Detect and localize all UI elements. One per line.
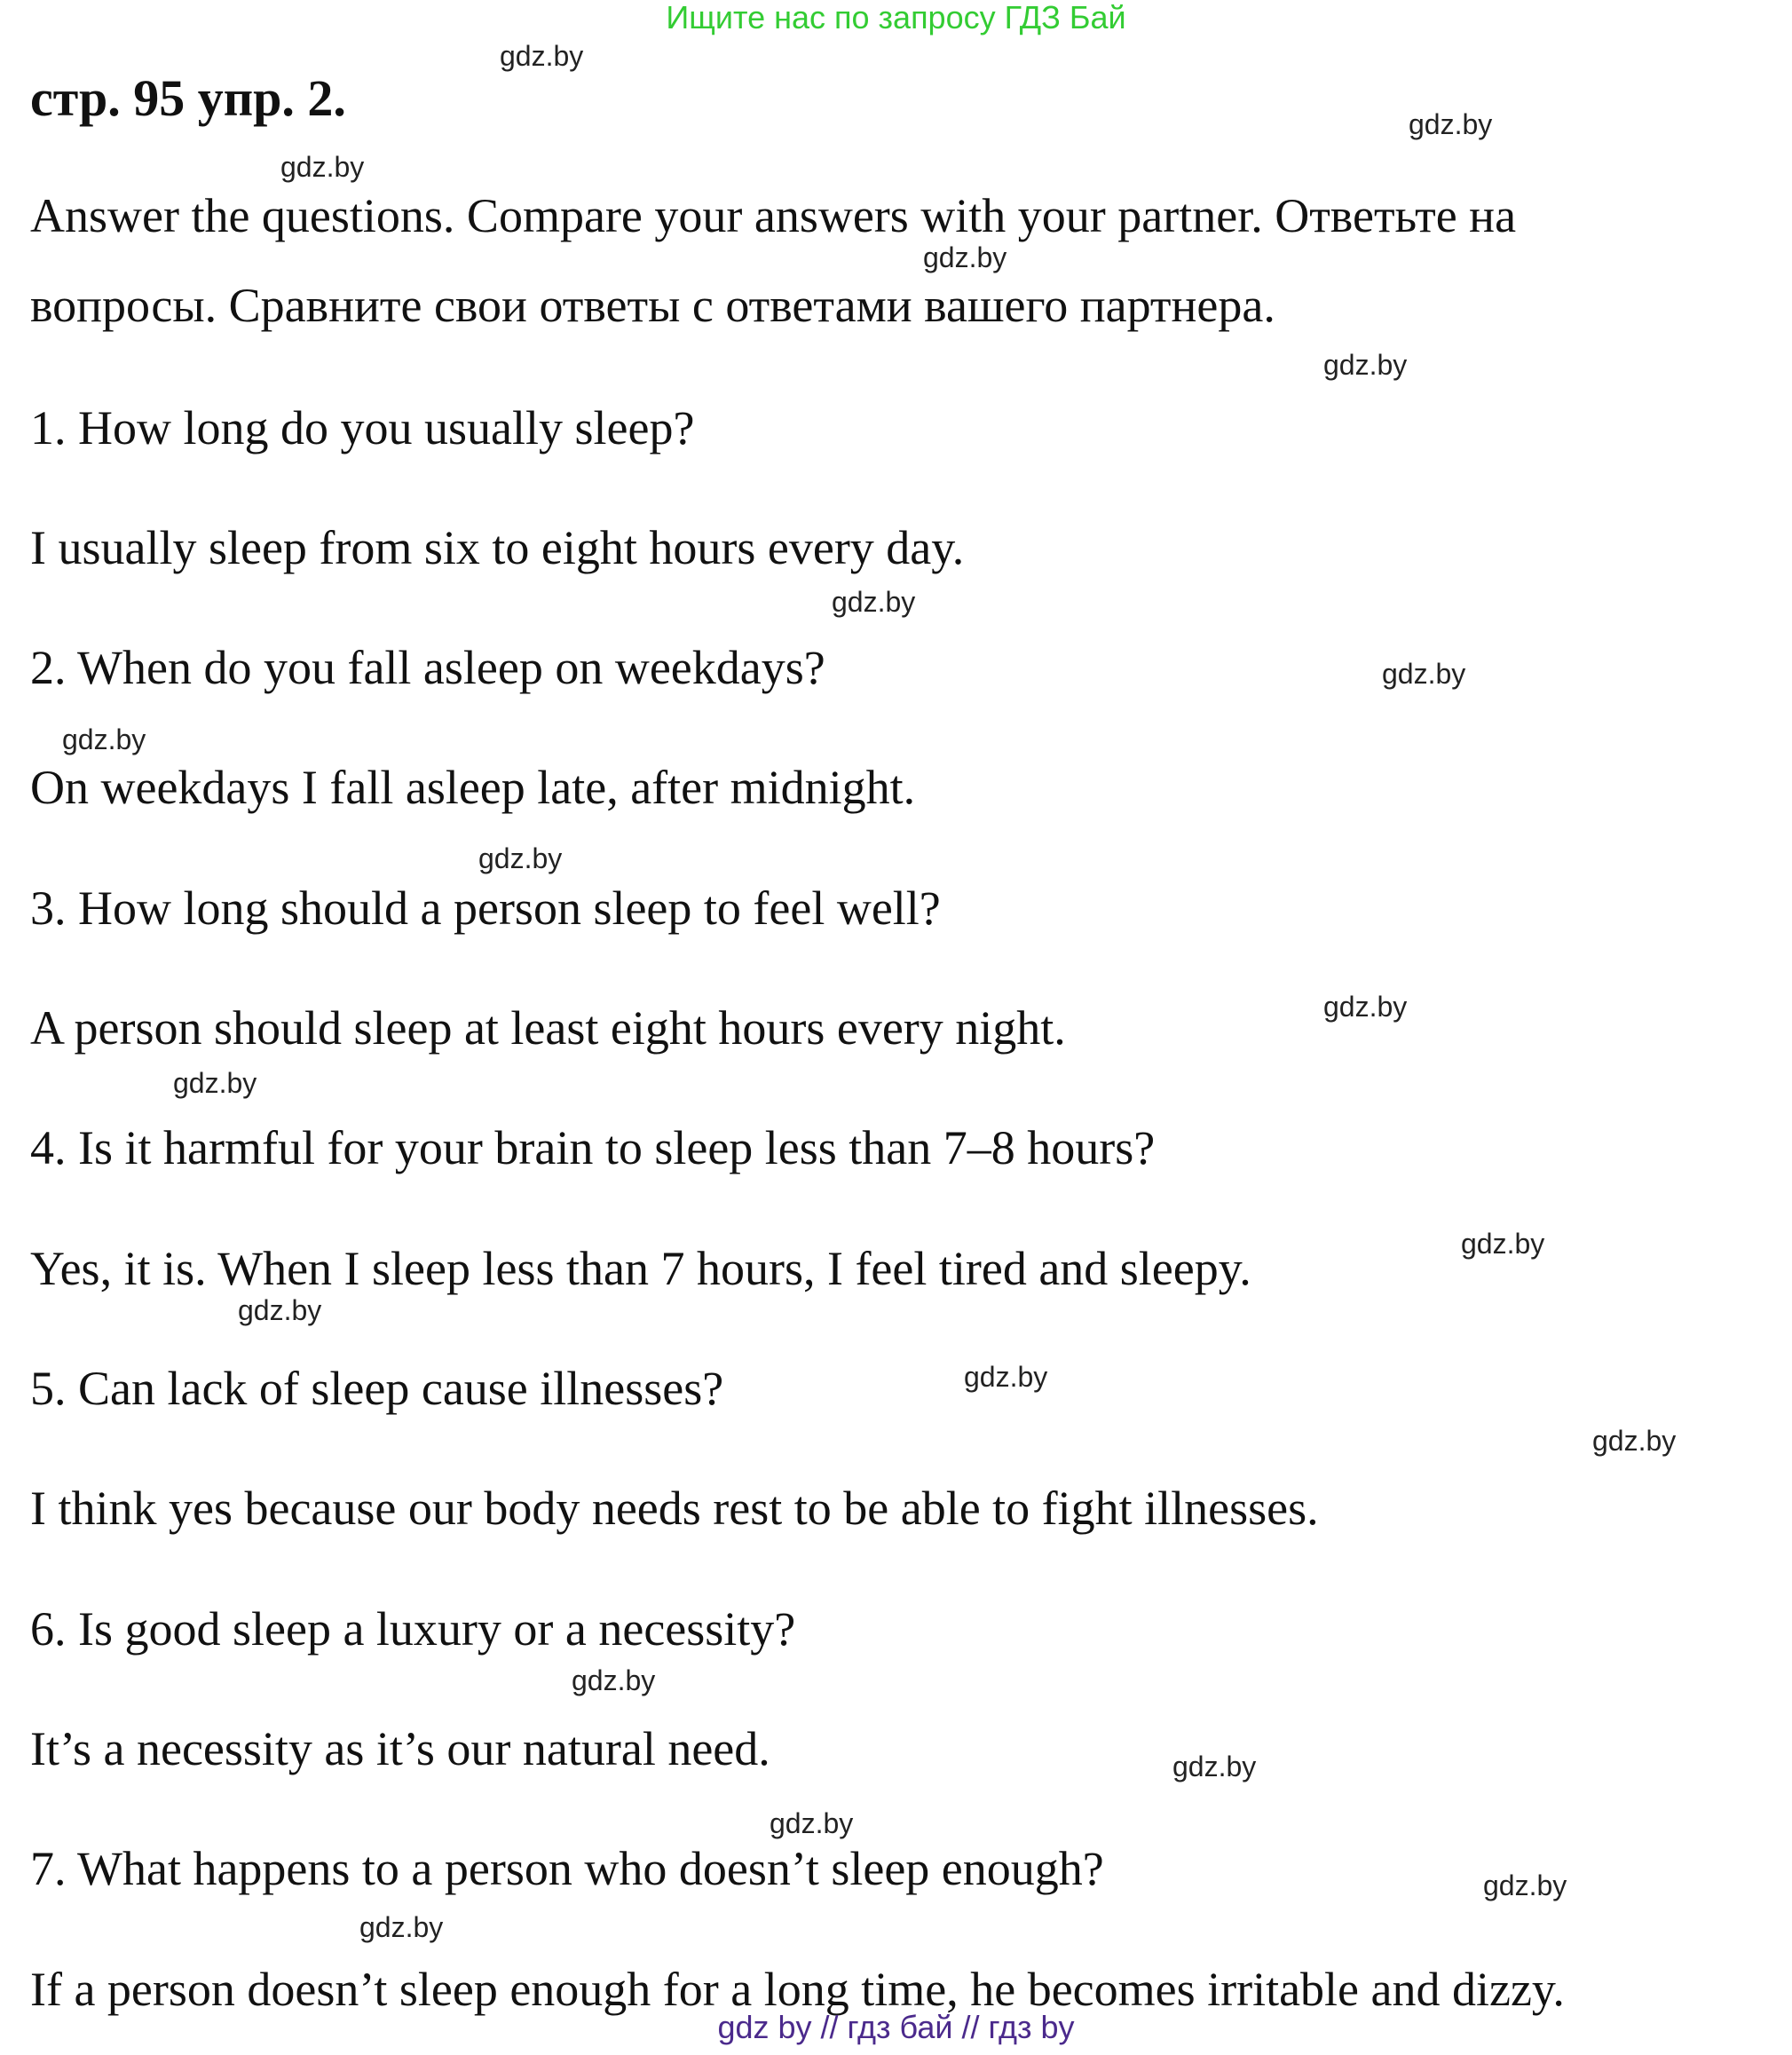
watermark: gdz.by (1323, 991, 1408, 1023)
answer-5: I think yes because our body needs rest to be able to fight illnesses. (30, 1482, 1319, 1535)
watermark: gdz.by (500, 40, 584, 72)
watermark: gdz.by (964, 1361, 1048, 1393)
watermark: gdz.by (359, 1911, 444, 1943)
answer-6: It’s a necessity as it’s our natural need. (30, 1722, 770, 1775)
watermark: gdz.by (832, 586, 916, 618)
watermark: gdz.by (1382, 658, 1466, 690)
watermark: gdz.by (478, 842, 563, 874)
watermark: gdz.by (238, 1294, 322, 1326)
question-4: 4. Is it harmful for your brain to sleep less than 7–8 hours? (30, 1121, 1156, 1174)
watermark: gdz.by (1483, 1869, 1567, 1901)
watermark: gdz.by (1592, 1425, 1677, 1457)
answer-3: A person should sleep at least eight hours every night. (30, 1001, 1066, 1055)
watermark: gdz.by (62, 723, 146, 755)
answer-2: On weekdays I fall asleep late, after midnight. (30, 761, 916, 814)
watermark: gdz.by (173, 1067, 257, 1099)
answer-7: If a person doesn’t sleep enough for a long time, he becomes irritable and dizzy. (30, 1963, 1565, 2016)
question-1: 1. How long do you usually sleep? (30, 401, 695, 454)
question-3: 3. How long should a person sleep to feel well? (30, 881, 941, 935)
watermark: gdz.by (1409, 108, 1493, 140)
question-5: 5. Can lack of sleep cause illnesses? (30, 1362, 724, 1415)
page-heading: стр. 95 упр. 2. (30, 69, 346, 127)
question-6: 6. Is good sleep a luxury or a necessity? (30, 1602, 796, 1656)
watermark: gdz.by (1172, 1751, 1257, 1782)
watermark: gdz.by (1323, 349, 1408, 381)
answer-1: I usually sleep from six to eight hours every day. (30, 521, 965, 574)
question-2: 2. When do you fall asleep on weekdays? (30, 641, 825, 694)
question-7: 7. What happens to a person who doesn’t sleep enough? (30, 1842, 1104, 1895)
top-banner: Ищите нас по запросу ГДЗ Бай (666, 0, 1126, 36)
instruction-line-1: Answer the questions. Compare your answers with your partner. Ответьте на (30, 189, 1517, 242)
footer-links: gdz by // гдз бай // гдз by (717, 2009, 1075, 2045)
watermark: gdz.by (572, 1664, 656, 1696)
instruction-line-2: вопросы. Сравните свои ответы с ответами вашего партнера. (30, 279, 1275, 332)
watermark: gdz.by (280, 151, 365, 183)
answer-4: Yes, it is. When I sleep less than 7 hours, I feel tired and sleepy. (30, 1242, 1251, 1295)
watermark: gdz.by (923, 241, 1007, 273)
watermark: gdz.by (770, 1807, 854, 1839)
watermark: gdz.by (1461, 1228, 1545, 1260)
